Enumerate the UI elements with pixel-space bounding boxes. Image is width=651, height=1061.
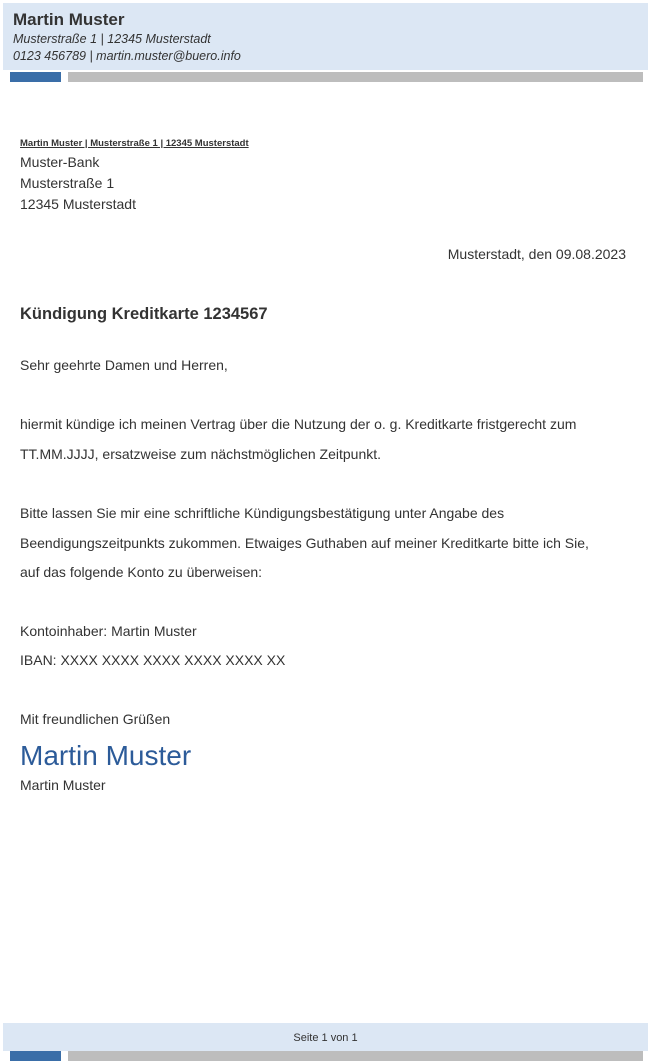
signer-name: Martin Muster <box>20 777 106 793</box>
header-accent-bar <box>10 72 61 82</box>
account-holder: Kontoinhaber: Martin Muster <box>20 623 197 639</box>
signature: Martin Muster <box>20 740 192 771</box>
header-gray-bar <box>68 72 643 82</box>
body-paragraph-1-line-2: TT.MM.JJJJ, ersatzweise zum nächstmöglichen Zeitpunkt. <box>20 446 382 462</box>
salutation: Sehr geehrte Damen und Herren, <box>20 357 228 373</box>
closing: Mit freundlichen Grüßen <box>20 711 171 727</box>
recipient-name: Muster-Bank <box>20 154 100 170</box>
recipient-city: 12345 Musterstadt <box>20 196 136 212</box>
recipient-street: Musterstraße 1 <box>20 175 115 191</box>
letter-date: Musterstadt, den 09.08.2023 <box>447 246 626 262</box>
header-name: Martin Muster <box>13 10 125 29</box>
footer-accent-bar <box>10 1051 61 1061</box>
sender-return-address: Martin Muster | Musterstraße 1 | 12345 Musterstadt <box>20 138 249 149</box>
body-paragraph-1-line-1: hiermit kündige ich meinen Vertrag über die Nutzung der o. g. Kreditkarte fristgerecht zum <box>20 416 577 432</box>
header-address: Musterstraße 1 | 12345 Musterstadt <box>13 32 211 46</box>
page-number: Seite 1 von 1 <box>293 1032 358 1044</box>
iban: IBAN: XXXX XXXX XXXX XXXX XXXX XX <box>20 652 286 668</box>
footer-gray-bar <box>68 1051 643 1061</box>
body-paragraph-2-line-2: Beendigungszeitpunkts zukommen. Etwaiges Guthaben auf meiner Kreditkarte bitte ich Sie, <box>20 535 589 551</box>
body-paragraph-2-line-3: auf das folgende Konto zu überweisen: <box>20 564 263 580</box>
letter-subject: Kündigung Kreditkarte 1234567 <box>20 305 268 323</box>
header-contact: 0123 456789 | martin.muster@buero.info <box>13 49 241 63</box>
body-paragraph-2-line-1: Bitte lassen Sie mir eine schriftliche Kündigungsbestätigung unter Angabe des <box>20 505 505 521</box>
